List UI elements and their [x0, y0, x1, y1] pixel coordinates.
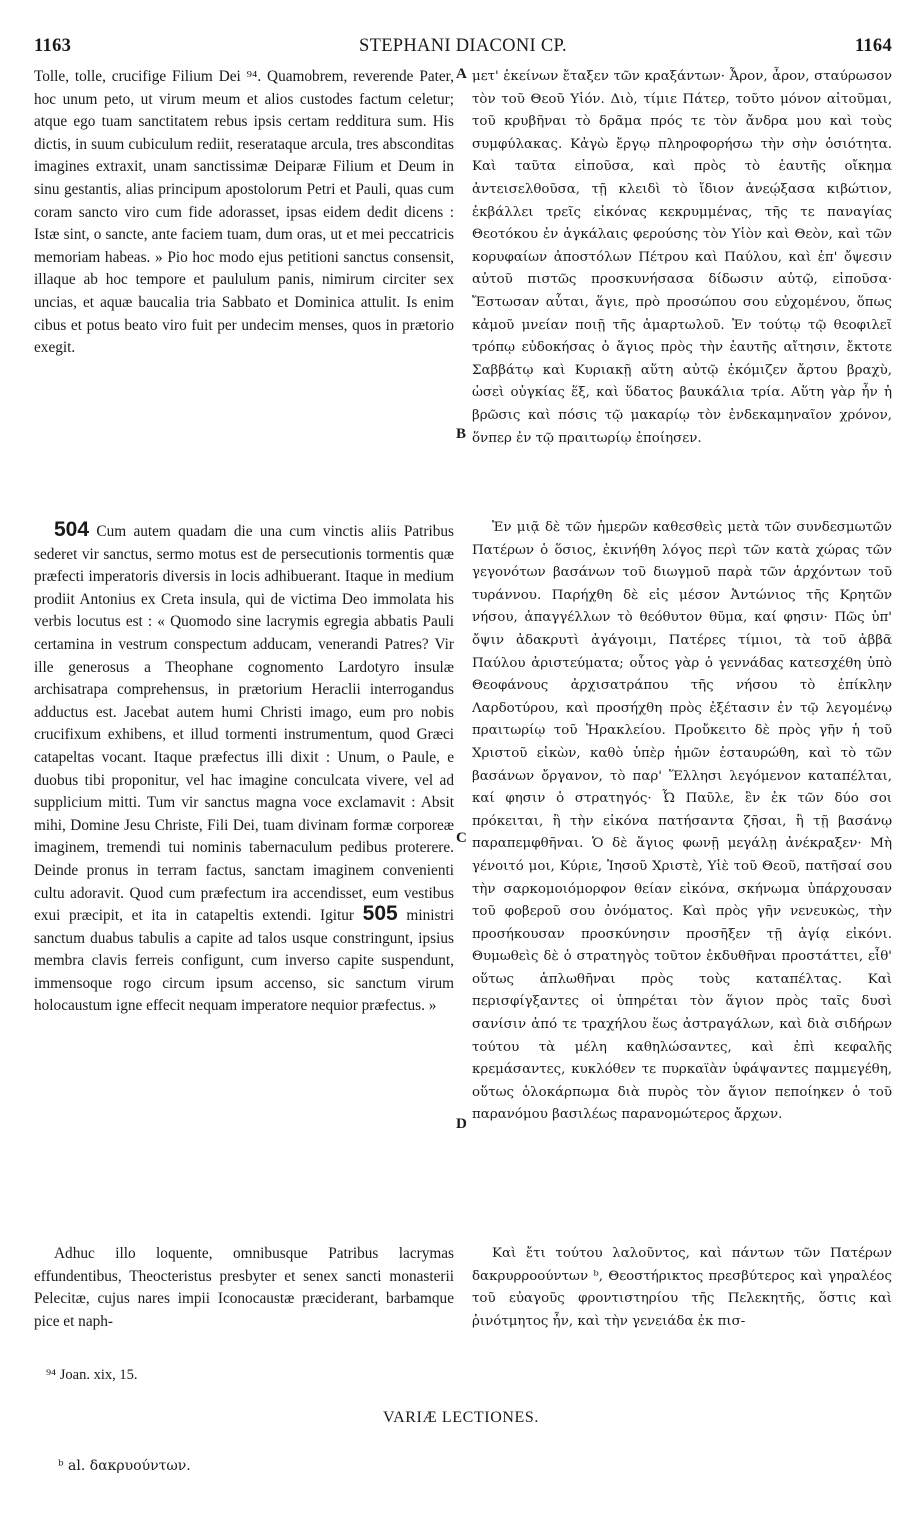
section-number-505: 505: [362, 902, 398, 926]
footnote: ⁹⁴ Joan. xix, 15.: [46, 1367, 138, 1383]
margin-marker-c: C: [456, 830, 467, 846]
section-number-504: 504: [54, 518, 90, 541]
variant-reading: ᵇ al. δακρυούντων.: [58, 1458, 191, 1474]
page-number-left: 1163: [34, 36, 72, 56]
variae-lectiones-heading: VARIÆ LECTIONES.: [383, 1409, 539, 1426]
latin-paragraph-1: Tolle, tolle, crucifige Filium Dei ⁹⁴. Quamobrem, reverende Pater, hoc unum peto, ut virum meum et alios custodes factum celetur; atque ego tuam sanctitatem rebus ipsis certam redditura sum. His dictis, in suum cubiculum rediit, reserataque arcula, tres absconditas imagines extraxit, unam sanctissimæ Deiparæ Filium et Deum in sinu gestantis, alias principum apostolorum Petri et Pauli, quas cum coram sancto viro cum fide adorasset, ipsas eidem dedit dicens : Istæ sint, o sancte, ante faciem tuam, dum oras, ut et mei peccatricis memoriam habeas. » Pio hoc modo ejus petitioni sanctus consensit, illaque ab hoc tempore et paululum panis, nimirum circiter sex uncias, et aquæ baucalia tria Sabbato et Dominica attulit. Is enim cibus et potus beato viro fuit per undecim menses, quos in prætorio exegit.: [34, 68, 454, 357]
greek-paragraph-2: Ἐν μιᾷ δὲ τῶν ἡμερῶν καθεσθεὶς μετὰ τῶν συνδεσμωτῶν Πατέρων ὁ ὅσιος, ἐκινήθη λόγος περὶ τῶν κατὰ χώρας τῶν γεγονότων βασάνων τοῦ διωγμοῦ παρὰ τῶν ἀρχόντων τοῦ τυράννου. Παρήχθη δὲ εἰς μέσον Ἀντώνιος τῆς Κρητῶν νήσου, ἀπαγγέλλων τὸ θεόθυτον θῦμα, καί φησιν· Πῶς ὑπ' ὄψιν ἀδακρυτὶ ἀγάγοιμι, Πατέρες τίμιοι, τὰ τοῦ ἀββᾶ Παύλου ἀριστεύματα; οὗτος γὰρ ὁ γεννάδας κατεσχέθη ὑπὸ Θεοφάνους ἀρχισατράπου τῆς νήσου τὸ ἐπίκλην Λαρδοτύρου, καὶ προσήχθη πρὸς ἐξέτασιν ἐν τῷ λεγομένῳ πραιτωρίῳ τοῦ Ἡρακλείου. Προὔκειτο δὲ πρὸς γῆν ἡ τοῦ Χριστοῦ εἰκὼν, καθὸ ὑπὲρ ἡμῶν ἐσταυρώθη, καὶ τὸ τῶν βασάνων ὄργανον, τὸ παρ' Ἕλλησι λεγόμενον καταπέλται, καί φησιν ὁ στρατηγός· Ὦ Παῦλε, ἓν ἐκ τῶν δύο σοι πρόκειται, ἢ τὴν εἰκόνα πατήσαντα ζῆσαι, ἢ τῇ βασάνῳ παραπεμφθῆναι. Ὁ δὲ ἅγιος φωνῇ μεγάλῃ ἀνέκραξεν· Μὴ γένοιτό μοι, Κύριε, Ἰησοῦ Χριστὲ, Υἱὲ τοῦ Θεοῦ, πατῆσαί σου τὴν σαρκομοιόμορφον θείαν εἰκόνα, σκήνωμα ὑπάρχουσαν τοῦ φοβεροῦ σου ὀνόματος. Καὶ πρὸς γῆν νενευκὼς, τὴν προσήκουσαν προσκύνησιν προσῆξεν τῇ ἁγίᾳ εἰκόνι. Θυμωθεὶς δὲ ὁ στρατηγὸς τοῦτον ἐκδυθῆναι προστάττει, εἶθ' οὕτως ἁπλωθῆναι πρὸς τοὺς καταπέλτας. Καὶ περισφίγξαντες οἱ ὑπηρέται τὸν ἅγιον πρὸς ταῖς δυσὶ σανίσιν ἀπό τε τραχήλου ἕως ἀστραγάλων, καὶ διὰ σιδήρων τούτου τὰ μέλη καθηλώσαντες, καὶ ἐπὶ κεφαλῆς κρεμάσαντες, κυκλόθεν τε πυρκαϊὰν ὑφάψαντες παμμεγέθη, οὕτως ὁλοκάρπωμα διὰ πυρὸς τὸν ἅγιον πεποίηκεν ὁ τοῦ παρανόμου βασιλέως παρανομώτερος ἄρχων.: [472, 520, 892, 1123]
latin-paragraph-2: 504 Cum autem quadam die una cum vinctis aliis Patribus sederet vir sanctus, sermo motus est de persecutionis tormentis quæ præfecti imperatoris diversis in locis adhibuerant. Itaque in medium prodiit Antonius ex Creta insula, qui de victima Deo immolata his verbis locutus est : « Quomodo sine lacrymis egregia abbatis Pauli certamina in vestrum conspectum adducam, venerandi Patres? Vir ille generosus a Theophane cognomento Lardotyro insulæ archisatrapa comprehensus, in prætorium Heraclii interrogandus adductus est. Jacebat autem humi Christi imago, eum pro nobis crucifixum exhibens, et illud tormenti instrumentum, quod Græci catapeltas vocant. Itaque præfectus illi dixit : Unum, o Paule, e duobus tibi proponitur, vel hac imagine conculcata vivere, vel ad supplicium mitti. Tum vir sanctus magna voce exclamavit : Absit mihi, Domine Jesu Christe, Fili Dei, tuam divinam formæ corporeæ imaginem, tremendi tui nominis tabernaculum pedibus proterere. Deinde pronus in terram factus, sanctam imaginem convenienti cultu adoravit. Quod cum præfectum ira accendisset, eum vestibus exui præcipit, et ita in catapeltis extendi. Igitur 505 ministri sanctum duabus tabulis a capite ad talos usque constringunt, ipsius membra clavis ferreis configunt, cum inverso capite suspendunt, immensoque rogo circum ipsum accenso, sic sanctum virum holocaustum igne effecit nequam imperatore nequior præfectus. »: [34, 518, 455, 1015]
greek-paragraph-1: μετ' ἐκείνων ἔταξεν τῶν κραξάντων· Ἆρον, ἆρον, σταύρωσον τὸν τοῦ Θεοῦ Υἱόν. Διὸ, τίμιε Πάτερ, τοῦτο μόνον αἰτοῦμαι, τοῦ κρυβῆναι τὸ δρᾶμα πρός τε τὸν ἄνδρα μου καὶ τοὺς συμφύλακας. Κἀγὼ ἔργῳ πληροφορήσω τὴν σὴν ὁσιότητα. Καὶ ταῦτα εἰποῦσα, καὶ πρὸς τὸ ἑαυτῆς οἴκημα ἀντεισελθοῦσα, τῇ κλειδὶ τὸ ἴδιον ἀνεῴξασα κιβώτιον, ἐκβάλλει τρεῖς εἰκόνας κεκρυμμένας, τῆς τε παναγίας Θεοτόκου ἐν ἀγκάλαις φερούσης τὸν Υἱὸν καὶ Θεὸν, καὶ τῶν κορυφαίων ἀποστόλων Πέτρου καὶ Παύλου, καὶ ἐπ' ὄψεσιν αὐτοῦ πιστῶς προσκυνήσασα δίδωσιν αὐτῷ, εἰποῦσα· Ἔστωσαν αὗται, ἅγιε, πρὸ προσώπου σου εὐχομένου, ὅπως κἀμοῦ μνείαν ποιῇ τῆς ἁμαρτωλοῦ. Ἐν τούτῳ τῷ θεοφιλεῖ τρόπῳ εὐδοκήσας ὁ ἅγιος πρὸς τὴν ἑαυτῆς αἴτησιν, ἔκτοτε Σαββάτῳ καὶ Κυριακῇ αὕτη αὐτῷ ἐκόμιζεν ἄρτου βραχὺ, ὡσεὶ οὐγκίας ἕξ, καὶ ὕδατος βαυκάλια τρία. Αὕτη γὰρ ἦν ἡ βρῶσις καὶ πόσις τῷ μακαρίῳ τὸν ἑνδεκαμηναῖον χρόνον, ὅνπερ ἐν τῷ πραιτωρίῳ ἐποίησεν.: [472, 69, 892, 446]
page-number-right: 1164: [854, 36, 892, 56]
margin-marker-b: B: [456, 426, 467, 442]
margin-marker-d: D: [456, 1116, 467, 1132]
page-header: [34, 36, 892, 60]
running-title: STEPHANI DIACONI CP.: [359, 36, 567, 56]
greek-paragraph-3: Καὶ ἔτι τούτου λαλοῦντος, καὶ πάντων τῶν Πατέρων δακρυρροούντων ᵇ, Θεοστήρικτος πρεσβύτερος καὶ γηραλέος τοῦ εὐαγοῦς φροντιστηρίου τῆς Πελεκητῆς, ὅστις καὶ ῥινότμητος ἦν, καὶ τὴν γενειάδα ἐκ πισ-: [472, 1246, 892, 1329]
latin-paragraph-3: Adhuc illo loquente, omnibusque Patribus lacrymas effundentibus, Theocteristus presbyter et senex sancti monasterii Pelecitæ, cujus nares impii Iconocaustæ præciderant, barbamque pice et naph-: [34, 1245, 454, 1330]
margin-marker-a: A: [456, 66, 467, 82]
